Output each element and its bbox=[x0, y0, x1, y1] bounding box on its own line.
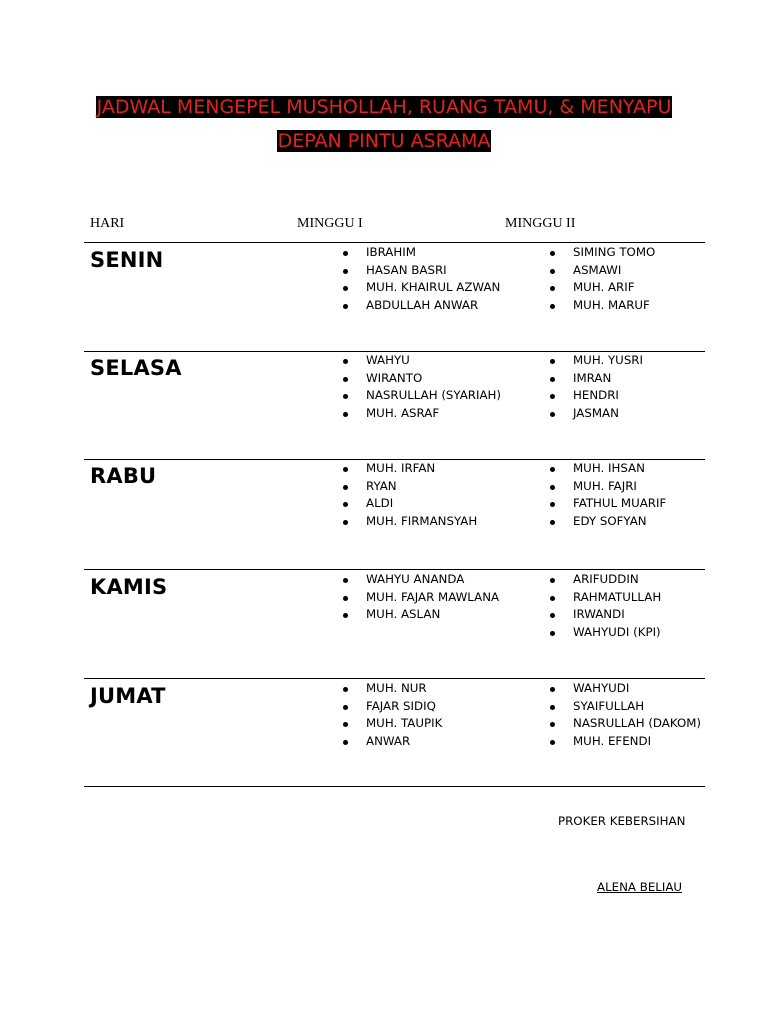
row-divider bbox=[84, 242, 705, 243]
list-item: FAJAR SIDIQ bbox=[342, 698, 442, 716]
week-1-list bbox=[342, 571, 499, 624]
list-item: SIMING TOMO bbox=[549, 244, 655, 262]
list-item: HENDRI bbox=[549, 387, 643, 405]
document-title-line-1 bbox=[0, 93, 768, 121]
row-divider bbox=[84, 569, 705, 570]
week-2-list bbox=[549, 680, 701, 750]
day-name: RABU bbox=[90, 464, 157, 488]
list-item: MUH. EFENDI bbox=[549, 733, 701, 751]
list-item: MUH. TAUPIK bbox=[342, 715, 442, 733]
list-item: IMRAN bbox=[549, 370, 643, 388]
day-row-kamis bbox=[84, 571, 705, 679]
list-item: WAHYU ANANDA bbox=[342, 571, 499, 589]
day-name: KAMIS bbox=[90, 575, 168, 599]
day-name: SENIN bbox=[90, 248, 164, 272]
list-item: MUH. FAJAR MAWLANA bbox=[342, 589, 499, 607]
header-week-2: MINGGU II bbox=[505, 216, 576, 231]
list-item: ALDI bbox=[342, 495, 477, 513]
list-item: FATHUL MUARIF bbox=[549, 495, 666, 513]
document-title-line-2 bbox=[0, 127, 768, 155]
list-item: MUH. FAJRI bbox=[549, 478, 666, 496]
week-2-list bbox=[549, 352, 643, 422]
list-item: NASRULLAH (DAKOM) bbox=[549, 715, 701, 733]
list-item: MUH. FIRMANSYAH bbox=[342, 513, 477, 531]
list-item: MUH. ASRAF bbox=[342, 405, 501, 423]
list-item: SYAIFULLAH bbox=[549, 698, 701, 716]
header-week-1: MINGGU I bbox=[297, 216, 363, 231]
list-item: WIRANTO bbox=[342, 370, 501, 388]
day-name: JUMAT bbox=[90, 684, 166, 708]
list-item: ASMAWI bbox=[549, 262, 655, 280]
header-day: HARI bbox=[90, 216, 125, 231]
footer-label: PROKER KEBERSIHAN bbox=[558, 814, 686, 828]
day-row-rabu bbox=[84, 460, 705, 568]
list-item: RYAN bbox=[342, 478, 477, 496]
list-item: HASAN BASRI bbox=[342, 262, 500, 280]
week-2-list bbox=[549, 571, 661, 641]
week-1-list bbox=[342, 460, 477, 530]
week-1-list bbox=[342, 352, 501, 422]
footer-signature: ALENA BELIAU bbox=[597, 880, 683, 894]
list-item: ABDULLAH ANWAR bbox=[342, 297, 500, 315]
list-item: MUH. IRFAN bbox=[342, 460, 477, 478]
list-item: EDY SOFYAN bbox=[549, 513, 666, 531]
title-text-1: JADWAL MENGEPEL MUSHOLLAH, RUANG TAMU, & MENYAPU bbox=[96, 96, 672, 118]
list-item: MUH. ASLAN bbox=[342, 606, 499, 624]
list-item: MUH. MARUF bbox=[549, 297, 655, 315]
day-row-senin bbox=[84, 244, 705, 352]
list-item: IBRAHIM bbox=[342, 244, 500, 262]
list-item: IRWANDI bbox=[549, 606, 661, 624]
day-row-jumat bbox=[84, 680, 705, 788]
list-item: RAHMATULLAH bbox=[549, 589, 661, 607]
list-item: MUH. NUR bbox=[342, 680, 442, 698]
list-item: MUH. KHAIRUL AZWAN bbox=[342, 279, 500, 297]
list-item: NASRULLAH (SYARIAH) bbox=[342, 387, 501, 405]
day-name: SELASA bbox=[90, 356, 182, 380]
title-text-2: DEPAN PINTU ASRAMA bbox=[277, 130, 491, 152]
list-item: WAHYUDI bbox=[549, 680, 701, 698]
week-1-list bbox=[342, 680, 442, 750]
list-item: WAHYU bbox=[342, 352, 501, 370]
list-item: MUH. IHSAN bbox=[549, 460, 666, 478]
day-row-selasa bbox=[84, 352, 705, 460]
list-item: ARIFUDDIN bbox=[549, 571, 661, 589]
list-item: JASMAN bbox=[549, 405, 643, 423]
week-2-list bbox=[549, 244, 655, 314]
list-item: WAHYUDI (KPI) bbox=[549, 624, 661, 642]
list-item: ANWAR bbox=[342, 733, 442, 751]
week-1-list bbox=[342, 244, 500, 314]
list-item: MUH. ARIF bbox=[549, 279, 655, 297]
week-2-list bbox=[549, 460, 666, 530]
list-item: MUH. YUSRI bbox=[549, 352, 643, 370]
